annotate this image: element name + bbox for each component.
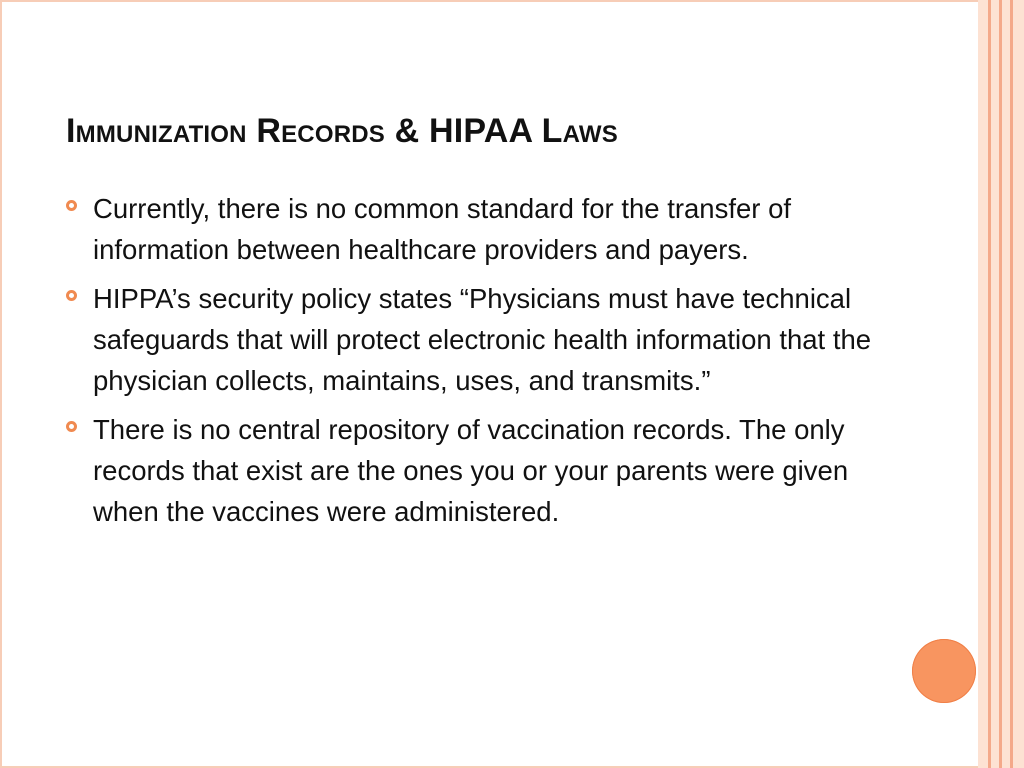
bullet-item [66,188,886,270]
right-edge-stripe [991,0,999,768]
bullet-text: HIPPA’s security policy states “Physicians must have technical safeguards that will protect electronic health information that the physician collects, maintains, uses, and transmits.” [93,283,872,396]
bullet-text: Currently, there is no common standard for the transfer of information between healthcare providers and payers. [93,193,792,265]
ring-bullet-icon [66,290,77,301]
right-edge-stripe [1013,0,1024,768]
orange-circle-icon [912,639,976,703]
bullet-text: There is no central repository of vaccination records. The only records that exist are the ones you or your parents were given when the vaccines were administered. [93,414,849,527]
right-edge-stripe [978,0,988,768]
bullet-item [66,278,886,401]
ring-bullet-icon [66,200,77,211]
ring-bullet-icon [66,421,77,432]
bullet-list [66,188,886,540]
bullet-item [66,409,886,532]
right-edge-stripe [1002,0,1010,768]
slide-title: Immunization Records & HIPAA Laws [66,112,618,150]
